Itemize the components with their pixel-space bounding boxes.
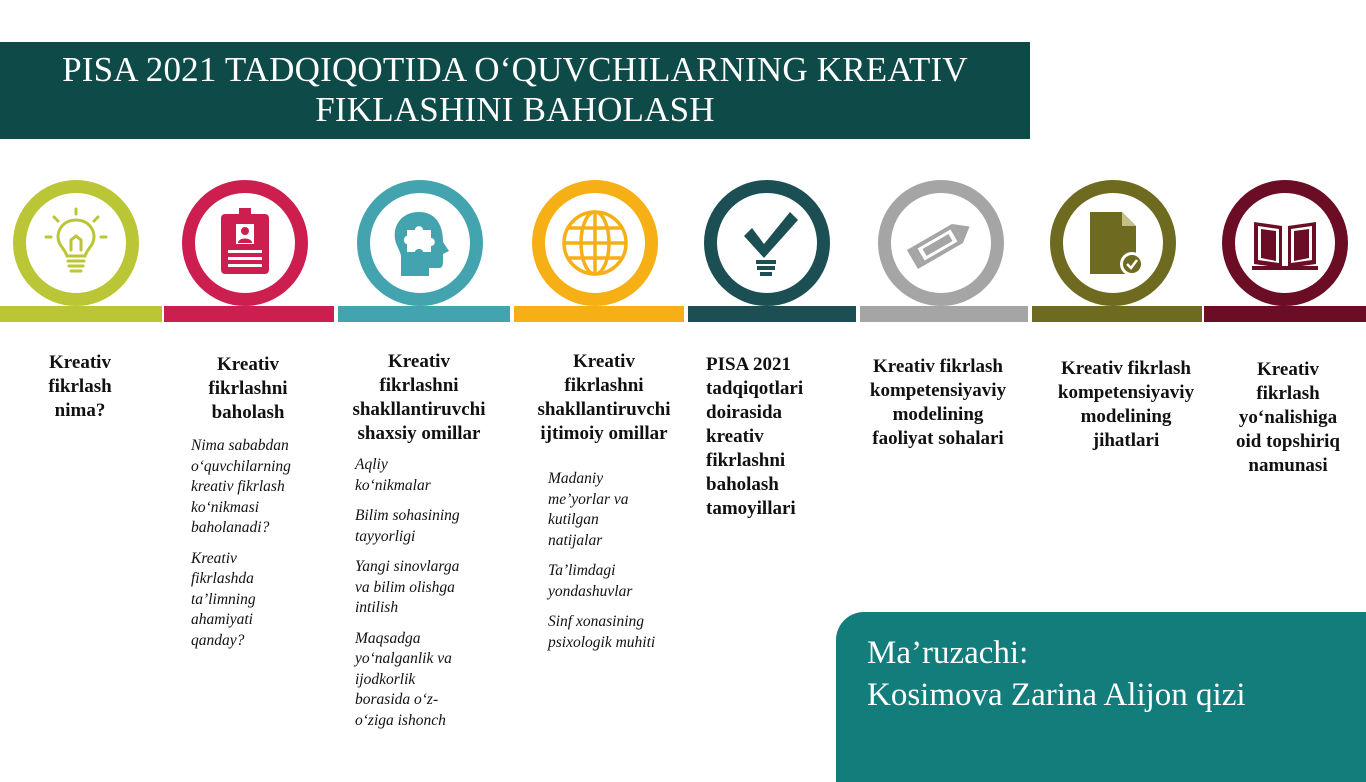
- step-6-ring[interactable]: [878, 180, 1004, 306]
- list-item: Ta’limdagi yondashuvlar: [548, 562, 633, 600]
- step-4-ring[interactable]: [532, 180, 658, 306]
- band-4: [514, 306, 684, 322]
- band-8: [1204, 306, 1366, 322]
- step-3-items: [355, 455, 460, 741]
- step-3-title: Kreativ fikrlashni shakllantiruvchi shaxsiy omillar: [352, 351, 486, 444]
- band-1: [0, 306, 162, 322]
- band-7: [1032, 306, 1202, 322]
- band-2: [164, 306, 334, 322]
- step-8-ring[interactable]: [1222, 180, 1348, 306]
- step-7-ring[interactable]: [1050, 180, 1176, 306]
- speaker-name: Kosimova Zarina Alijon qizi: [867, 677, 1246, 713]
- band-5: [688, 306, 856, 322]
- step-2-title: Kreativ fikrlashni baholash: [208, 354, 288, 423]
- id-card-icon: [213, 206, 277, 280]
- step-5-title: PISA 2021 tadqiqotlari doirasida kreativ fikrlashni baholash tamoyillari: [706, 354, 804, 519]
- speaker-label: Ma’ruzachi:: [867, 635, 1029, 671]
- page-title-line1: PISA 2021 TADQIQOTIDA O‘QUVCHILARNING KREATIV: [62, 50, 968, 89]
- lightbulb-icon: [39, 206, 113, 280]
- step-2-ring[interactable]: [182, 180, 308, 306]
- document-check-icon: [1076, 206, 1150, 280]
- list-item: Aqliy ko‘nikmalar: [355, 456, 431, 494]
- step-4-title: Kreativ fikrlashni shakllantiruvchi ijtimoiy omillar: [537, 351, 671, 444]
- step-4-items: [548, 469, 655, 663]
- step-2-items: [191, 436, 291, 661]
- step-3-ring[interactable]: [357, 180, 483, 306]
- step-5-ring[interactable]: [704, 180, 830, 306]
- speaker-box: [836, 612, 1366, 782]
- step-6-title: Kreativ fikrlash kompetensiyaviy modelining faoliyat sohalari: [869, 356, 1007, 449]
- list-item: Yangi sinovlarga va bilim olishga intilish: [355, 558, 460, 616]
- page-title-line2: FIKLASHINI BAHOLASH: [315, 90, 715, 129]
- list-item: Nima sababdan o‘quvchilarning kreativ fikrlash ko‘nikmasi baholanadi?: [191, 437, 291, 536]
- band-3: [338, 306, 510, 322]
- globe-icon: [558, 206, 632, 280]
- step-1-title: Kreativ fikrlash nima?: [48, 352, 112, 421]
- title-bar: [0, 42, 1030, 139]
- list-item: Madaniy me’yorlar va kutilgan natijalar: [548, 470, 629, 549]
- head-puzzle-icon: [383, 206, 457, 280]
- list-item: Sinf xonasining psixologik muhiti: [548, 613, 656, 651]
- step-7-title: Kreativ fikrlash kompetensiyaviy modelining jihatlari: [1057, 358, 1195, 451]
- step-1-ring[interactable]: [13, 180, 139, 306]
- step-8-title: Kreativ fikrlash yo‘nalishiga oid topshiriq namunasi: [1235, 359, 1340, 476]
- pencil-icon: [904, 206, 978, 280]
- book-icon: [1248, 206, 1322, 280]
- checkmark-icon: [730, 206, 804, 280]
- list-item: Maqsadga yo‘nalganlik va ijodkorlik borasida o‘z- o‘ziga ishonch: [355, 629, 452, 729]
- list-item: Bilim sohasining tayyorligi: [355, 507, 460, 545]
- list-item: Kreativ fikrlashda ta’limning ahamiyati qanday?: [191, 549, 256, 649]
- band-6: [860, 306, 1028, 322]
